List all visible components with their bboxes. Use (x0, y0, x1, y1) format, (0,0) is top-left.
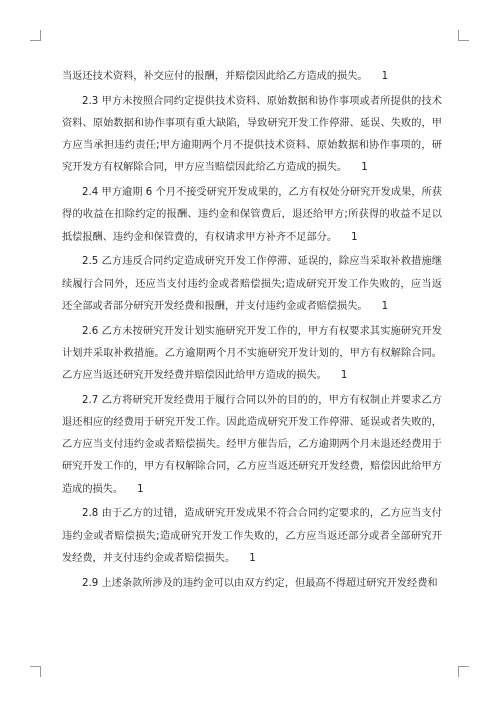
paragraph-text: 当返还技术资料，补交应付的报酬，并赔偿因此给乙方造成的损失。 (62, 71, 368, 82)
paragraph (62, 503, 442, 570)
crop-mark-top-right (458, 30, 469, 41)
document-body (62, 66, 442, 597)
paragraph (62, 390, 442, 501)
paragraph-text: 2.5 乙方违反合同约定造成研究开发工作停滞、延误的，除应当采取补救措施继续履行合同外，还应当支付违约金或者赔偿损失;造成研究开发工作失败的，应当返还全部或者部分研究开发经费和报酬，并支付违约金或者赔偿损失。 (62, 256, 442, 312)
paragraph-text: 2.4 甲方逾期 6 个月不接受研究开发成果的，乙方有权处分研究开发成果，所获得的收益在扣除约定的报酬、违约金和保管费后，退还给甲方;所获得的收益不足以抵偿报酬、违约金和保管费的，有权请求甲方补齐不足部分。 (62, 187, 442, 243)
paragraph-text: 2.3 甲方未按照合同约定提供技术资料、原始数据和协作事项或者所提供的技术资料、原始数据和协作事项有重大缺陷，导致研究开发工作停滞、延误、失败的，甲方应当承担违约责任;甲方逾期两个月不提供技术资料、原始数据和协作事项的，研究开发方有权解除合同，甲方应当赔偿因此给乙方造成的损失。 (62, 95, 442, 174)
crop-mark-bottom-left (30, 666, 41, 677)
paragraph (62, 91, 442, 180)
crop-mark-top-left (30, 30, 41, 41)
paragraph-marker-number: 1 (381, 71, 389, 82)
paragraph-marker-number: 1 (361, 162, 368, 174)
paragraph (62, 251, 442, 318)
paragraph (62, 573, 442, 595)
paragraph-text: 2.7 乙方将研究开发经费用于履行合同以外的目的的，甲方有权制止并要求乙方退还相应的经费用于研究开发工作。因此造成研究开发工作停滞、延误或者失败的，乙方应当支付违约金或者赔偿损失。经甲方催告后，乙方逾期两个月未退还经费用于研究开发工作的，甲方有权解除合同，乙方应当返还研究开发经费，赔偿因此给甲方造成的损失。 (62, 394, 442, 495)
paragraph (62, 321, 442, 388)
paragraph-marker-number: 1 (249, 552, 256, 564)
paragraph (62, 66, 442, 88)
paragraph-marker-number: 1 (351, 231, 358, 243)
paragraph-marker-number: 1 (137, 483, 144, 495)
paragraph-text: 2.9 上述条款所涉及的违约金可以由双方约定，但最高不得超过研究开发经费和 (82, 577, 438, 589)
paragraph-text: 2.6 乙方未按研究开发计划实施研究开发工作的，甲方有权要求其实施研究开发计划并采取补救措施。乙方逾期两个月不实施研究开发计划的，甲方有权解除合同。乙方应当返还研究开发经费并赔偿因此给甲方造成的损失。 (62, 325, 442, 382)
paragraph-marker-number: 1 (340, 370, 348, 382)
crop-mark-bottom-right (458, 666, 469, 677)
paragraph-text: 2.8 由于乙方的过错，造成研究开发成果不符合合同约定要求的，乙方应当支付违约金或者赔偿损失;造成研究开发工作失败的，乙方应当返还部分或者全部研究开发经费，并支付违约金或者赔偿损失。 (62, 508, 442, 564)
paragraph-marker-number: 1 (381, 300, 389, 312)
paragraph (62, 182, 442, 249)
